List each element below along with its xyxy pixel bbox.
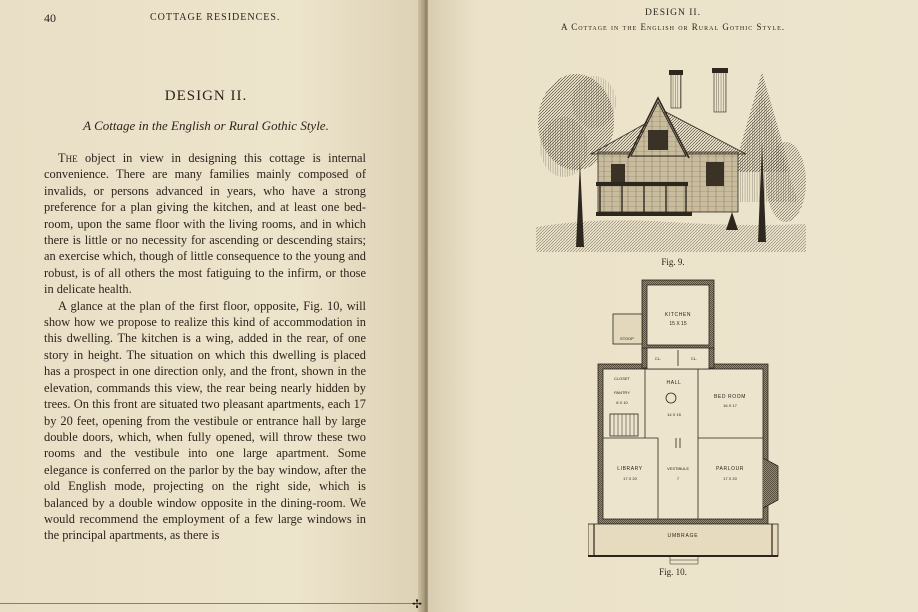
paragraph-lead: The — [58, 151, 78, 165]
right-page — [428, 0, 918, 612]
left-page — [0, 0, 424, 612]
paragraph-1 — [44, 150, 366, 298]
plan-closet-label-2: CL. — [690, 356, 698, 361]
floor-plan — [588, 278, 788, 568]
plan-bedroom-size: 16 X 17 — [723, 403, 737, 408]
plan-kitchen-label: KITCHEN — [664, 312, 692, 318]
plan-vestibule-size: 7 — [676, 476, 680, 481]
plan-hall-label: HALL — [666, 380, 682, 386]
plate-title: DESIGN II. — [645, 8, 701, 18]
plan-library-size: 17 X 20 — [623, 476, 637, 481]
plan-library-label: LIBRARY — [617, 466, 643, 472]
plan-parlour-label: PARLOUR — [715, 466, 745, 472]
design-title: DESIGN II. — [164, 88, 248, 104]
plan-stoop-label: STOOP — [620, 336, 634, 341]
plan-kitchen-size: 15 X 15 — [669, 321, 687, 327]
plan-umbrage-label: UMBRAGE — [667, 533, 699, 539]
plan-vestibule-label: VESTIBULE — [666, 466, 690, 471]
plan-pantry-label: PANTRY — [614, 390, 630, 395]
paragraph-2: A glance at the plan of the first floor, opposite, Fig. 10, will show how we propose to realize this kind of accommodation in this dwelling. The kitchen is a wing, added in the rear, of one story in height. The situation on which this dwelling is placed has a prospect in one direction only, and the front, shown in the elevation, commands this view, the rear being nearly hidden by trees. On this front are situated two pleasant apartments, each 17 by 20 feet, opening from the vestibule or entrance hall by large double doors, which, when fully opened, will throw these two rooms and the vestibule into one large apartment. Some elegance is conferred on the parlor by the bay window, after the old English mode, projecting on the right side, which is balanced by a double window opposite in the dining-room. We would recommend the employment of a few large windows in the principal apartments, as there is — [44, 298, 366, 543]
design-subtitle: A Cottage in the English or Rural Gothic Style. — [83, 118, 329, 133]
plate-subtitle: A Cottage in the English or Rural Gothic Style. — [560, 22, 786, 32]
fig9-caption: Fig. 9. — [661, 257, 685, 267]
body-text — [44, 150, 366, 544]
cottage-engraving — [536, 52, 806, 252]
bottom-rule — [0, 603, 418, 604]
plan-bedroom-label: BED ROOM — [713, 394, 747, 400]
paragraph-1-text: object in view in designing this cottage is internal convenience. There are many families mainly composed of invalids, or persons advanced in years, who have a strong preference for a plan giving the kitchen, and at least one bed-room, upon the same floor with the living rooms, and in which there is little or no necessity for ascending or descending stairs; an exercise which, though of little consequence to the young and robust, is of all others the most fatiguing to the infirm, or those in delicate health. — [44, 151, 366, 297]
plan-parlour-size: 17 X 20 — [723, 476, 737, 481]
running-title: COTTAGE RESIDENCES. — [150, 12, 281, 23]
plan-closet-label: CLOSET — [613, 376, 631, 381]
plan-pantry-size: 8 X 10 — [616, 400, 628, 405]
plan-closet-label-1: CL. — [654, 356, 662, 361]
fig10-caption: Fig. 10. — [659, 567, 687, 577]
page-number: 40 — [44, 11, 56, 25]
plan-hall-size: 14 X 15 — [667, 412, 681, 417]
cross-mark-icon: ✢ — [412, 597, 423, 611]
